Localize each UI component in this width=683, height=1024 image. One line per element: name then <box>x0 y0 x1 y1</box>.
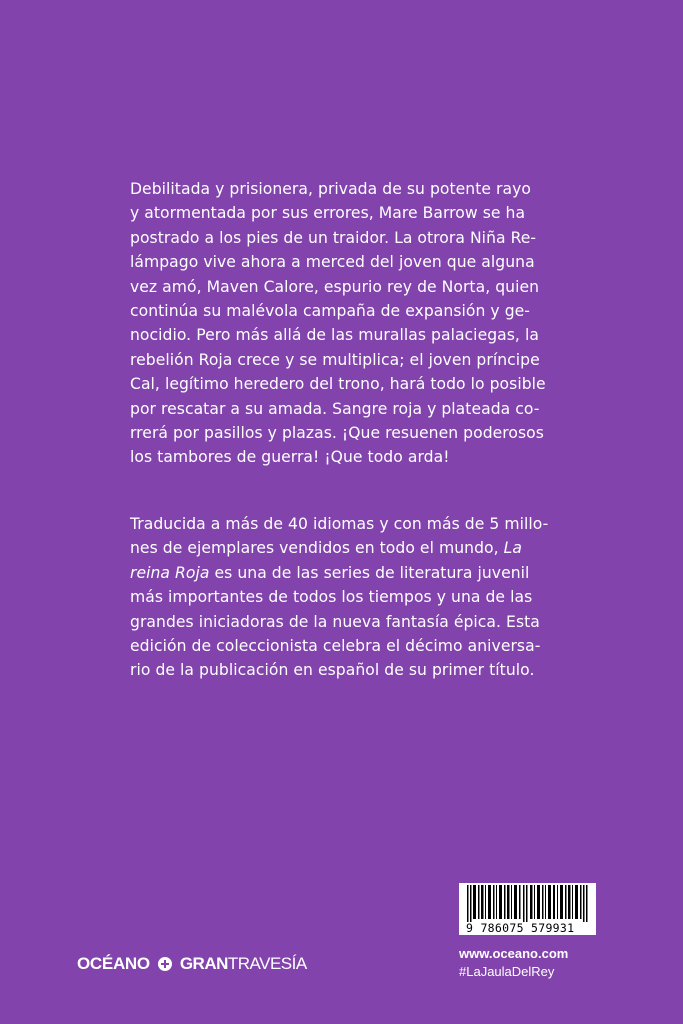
synopsis-line: Cal, legítimo heredero del trono, hará todo lo posible <box>130 375 546 394</box>
synopsis-line: lámpago vive ahora a merced del joven que alguna <box>130 253 535 272</box>
publisher-logos <box>77 953 307 975</box>
synopsis-line: postrado a los pies de un traidor. La otrora Niña Re- <box>130 228 537 247</box>
travesia-text: TRAVESÍA <box>227 954 307 973</box>
series-title-italic: La <box>503 539 522 558</box>
synopsis-line: continúa su malévola campaña de expansión y ge- <box>130 302 530 321</box>
synopsis-line: nocidio. Pero más allá de las murallas palaciegas, la <box>130 326 539 345</box>
series-title-italic: reina Roja <box>130 563 210 582</box>
series-line: grandes iniciadoras de la nueva fantasía épica. Esta <box>130 612 540 631</box>
plus-icon <box>158 957 172 971</box>
series-line <box>130 536 560 560</box>
synopsis-line: los tambores de guerra! ¡Que todo arda! <box>130 448 450 467</box>
oceano-logo: OCÉANO <box>77 954 150 973</box>
series-text: es una de las series de literatura juvenil <box>209 563 530 582</box>
isbn-number: 9 786075 579931 <box>459 922 596 934</box>
synopsis-line: vez amó, Maven Calore, espurio rey de Norta, quien <box>130 277 540 296</box>
synopsis-line: rrerá por pasillos y plazas. ¡Que resuenen poderosos <box>130 424 544 443</box>
synopsis-line: Debilitada y prisionera, privada de su potente rayo <box>130 180 531 198</box>
gran-text: GRAN <box>179 954 228 973</box>
series-text: nes de ejemplares vendidos en todo el mundo, <box>130 539 504 558</box>
gran-travesia-logo <box>180 954 307 974</box>
series-line <box>130 561 560 585</box>
synopsis-line: por rescatar a su amada. Sangre roja y plateada co- <box>130 399 540 418</box>
isbn-barcode <box>459 883 596 935</box>
series-line: edición de coleccionista celebra el décimo aniversa- <box>130 636 541 655</box>
series-line: Traducida a más de 40 idiomas y con más de 5 millo- <box>130 514 549 533</box>
series-line: rio de la publicación en español de su primer título. <box>130 661 535 680</box>
paragraph-gap <box>130 470 560 512</box>
website-link[interactable]: www.oceano.com <box>459 946 569 961</box>
synopsis <box>130 177 560 683</box>
series-line: más importantes de todos los tiempos y una de las <box>130 588 533 607</box>
barcode-bars-icon <box>459 883 596 923</box>
synopsis-line: rebelión Roja crece y se multiplica; el joven príncipe <box>130 350 540 369</box>
hashtag: #LaJaulaDelRey <box>459 964 555 979</box>
synopsis-line: y atormentada por sus errores, Mare Barrow se ha <box>130 204 526 223</box>
credits <box>459 945 599 981</box>
